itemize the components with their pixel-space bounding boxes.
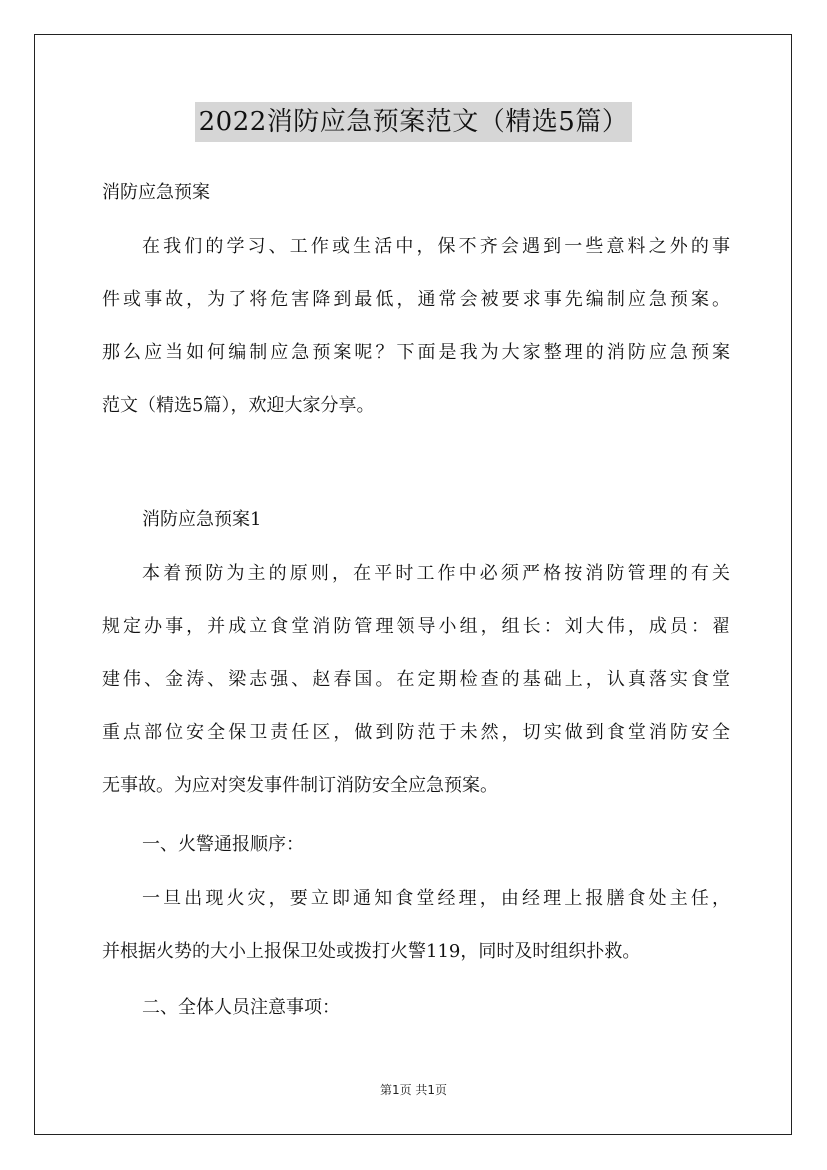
fire-report-paragraph bbox=[102, 872, 730, 978]
body-paragraph bbox=[102, 547, 730, 812]
intro-line: 那么应当如何编制应急预案呢？下面是我为大家整理的消防应急预案 bbox=[102, 342, 730, 363]
sample-heading: 消防应急预案1 bbox=[142, 509, 262, 530]
heading-two: 二、全体人员注意事项： bbox=[142, 997, 340, 1018]
document-title: 2022消防应急预案范文（精选5篇） bbox=[195, 102, 633, 142]
body-line: 无事故。为应对突发事件制订消防安全应急预案。 bbox=[102, 775, 498, 796]
body-line: 重点部位安全保卫责任区，做到防范于未然，切实做到食堂消防安全 bbox=[102, 722, 730, 743]
body-line: 规定办事，并成立食堂消防管理领导小组，组长：刘大伟，成员：翟 bbox=[102, 616, 730, 637]
section-label-block bbox=[102, 166, 730, 219]
body-line: 建伟、金涛、梁志强、赵春国。在定期检查的基础上，认真落实食堂 bbox=[102, 669, 730, 690]
fire-report-line: 一旦出现火灾，要立即通知食堂经理，由经理上报膳食处主任， bbox=[142, 888, 730, 909]
heading-one: 一、火警通报顺序： bbox=[142, 834, 304, 855]
intro-line: 范文（精选5篇），欢迎大家分享。 bbox=[102, 395, 375, 416]
body-line: 本着预防为主的原则，在平时工作中必须严格按消防管理的有关 bbox=[142, 563, 730, 584]
intro-line: 件或事故，为了将危害降到最低，通常会被要求事先编制应急预案。 bbox=[102, 289, 730, 310]
intro-line: 在我们的学习、工作或生活中，保不齐会遇到一些意料之外的事 bbox=[142, 236, 730, 257]
section-label: 消防应急预案 bbox=[102, 182, 210, 203]
fire-report-line: 并根据火势的大小上报保卫处或拨打火警119，同时及时组织扑救。 bbox=[102, 941, 641, 962]
heading-two-block bbox=[142, 981, 770, 1034]
sample-heading-block bbox=[142, 493, 770, 546]
page-footer: 第1页 共1页 bbox=[379, 1083, 448, 1097]
intro-paragraph bbox=[102, 220, 730, 432]
heading-one-block bbox=[142, 818, 770, 871]
title-container bbox=[0, 102, 827, 142]
